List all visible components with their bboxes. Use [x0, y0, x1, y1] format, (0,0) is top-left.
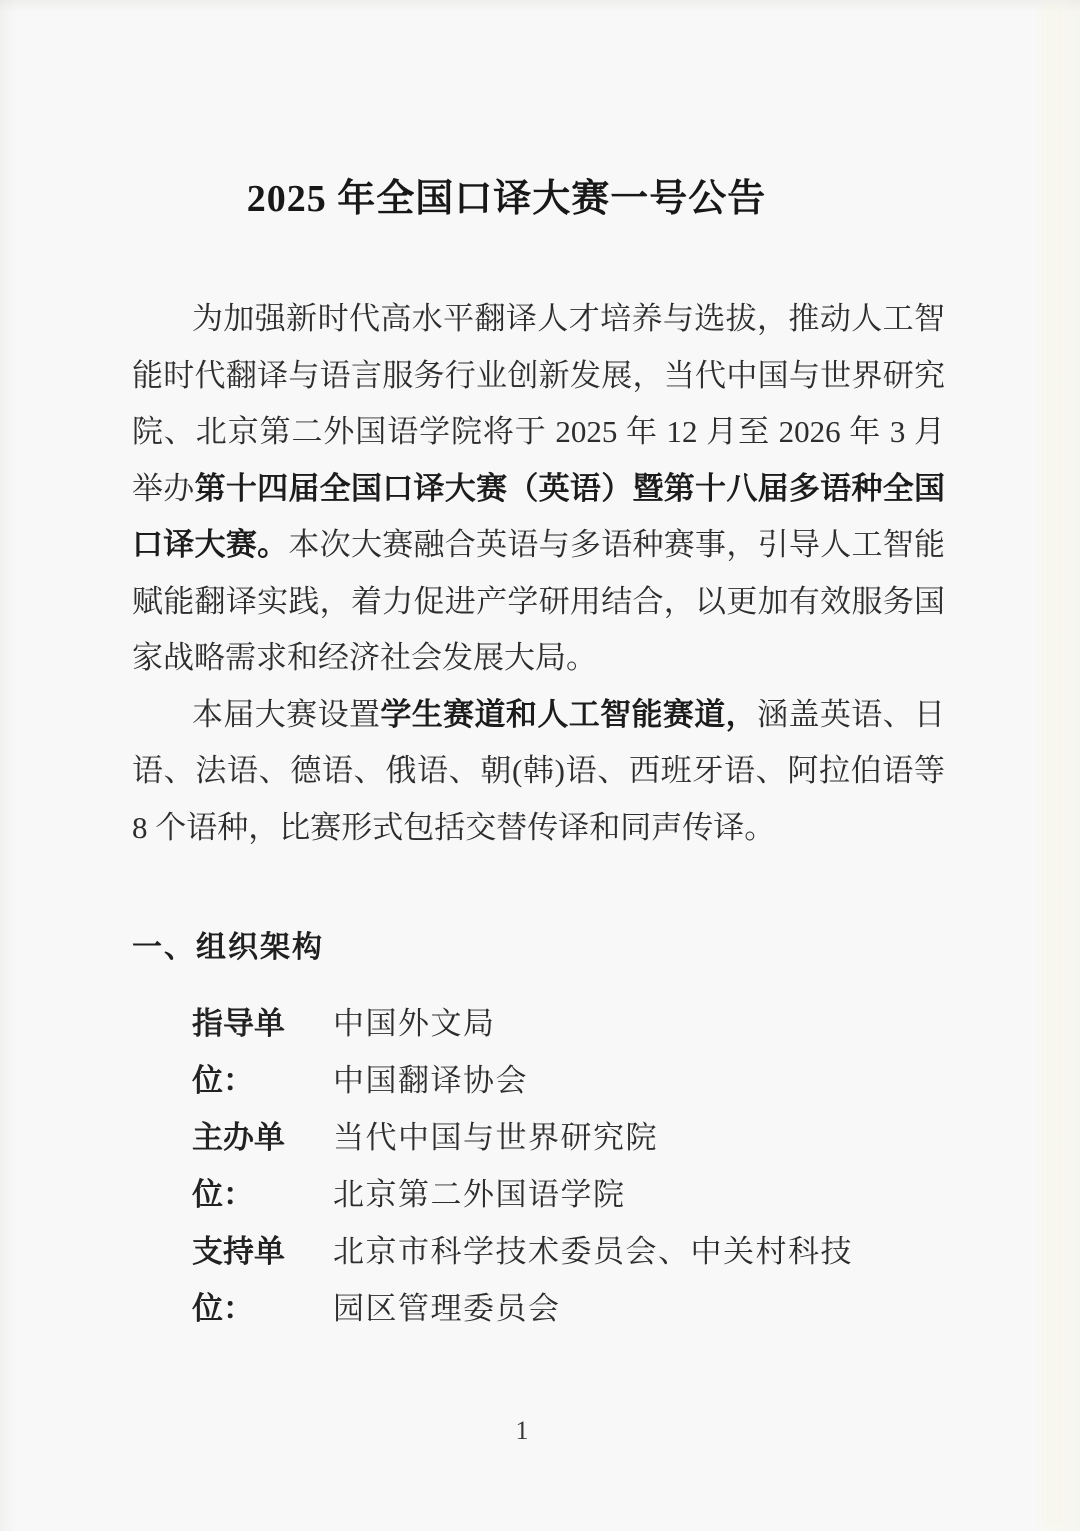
emphasis-text: 学生赛道和人工智能赛道，: [380, 696, 758, 732]
body-text: 涵盖英语、日语、法语、德语、俄语、朝(韩)语、西班牙语、阿拉伯语等 8 个语种，比赛形式包括交替传译和同声传译。: [132, 696, 946, 845]
org-entry: [192, 1109, 945, 1223]
body-text: 为加强新时代高水平翻译人才培养与选拔，推动人工智能时代翻译与语言服务行业创新发展，当代中国与世界研究院、北京第二外国语学院将于 2025 年 12 月至 2026 年 3 月举办: [132, 301, 945, 506]
org-value: 中国外文局: [333, 1005, 496, 1041]
org-entry: [192, 1223, 945, 1337]
org-entry-values: [333, 995, 528, 1109]
org-value: 北京市科学技术委员会、中关村科技: [333, 1233, 853, 1269]
body-paragraphs: [132, 291, 945, 856]
paragraph: [132, 687, 945, 857]
page-number: 1: [515, 1416, 529, 1445]
org-entry: [192, 995, 945, 1109]
scan-artifact-streak: [1042, 0, 1066, 1531]
emphasis-text: 第十四届全国口译大赛（英语）暨第十八届多语种全国口译大赛。: [132, 470, 945, 562]
org-entry-label: 指导单位：: [192, 1005, 285, 1098]
section-heading-organization: 一、组织架构: [132, 931, 324, 964]
document-title: 2025 年全国口译大赛一号公告: [246, 178, 767, 220]
org-value: 中国翻译协会: [333, 1062, 528, 1098]
body-text: 本次大赛融合英语与多语种赛事，引导人工智能赋能翻译实践，着力促进产学研用结合，以更加有效服务国家战略需求和经济社会发展大局。: [132, 527, 946, 675]
org-list: [132, 995, 945, 1337]
org-entry-label: 支持单位：: [192, 1233, 285, 1326]
body-text: 本届大赛设置: [192, 696, 381, 732]
document-content: [132, 0, 945, 1337]
org-entry-values: [333, 1223, 853, 1337]
org-value: 园区管理委员会: [333, 1290, 561, 1326]
org-entry-values: [333, 1109, 658, 1223]
org-entry-label: 主办单位：: [192, 1119, 285, 1212]
org-value: 当代中国与世界研究院: [333, 1119, 658, 1155]
org-value: 北京第二外国语学院: [333, 1176, 626, 1212]
paragraph: [132, 291, 945, 687]
